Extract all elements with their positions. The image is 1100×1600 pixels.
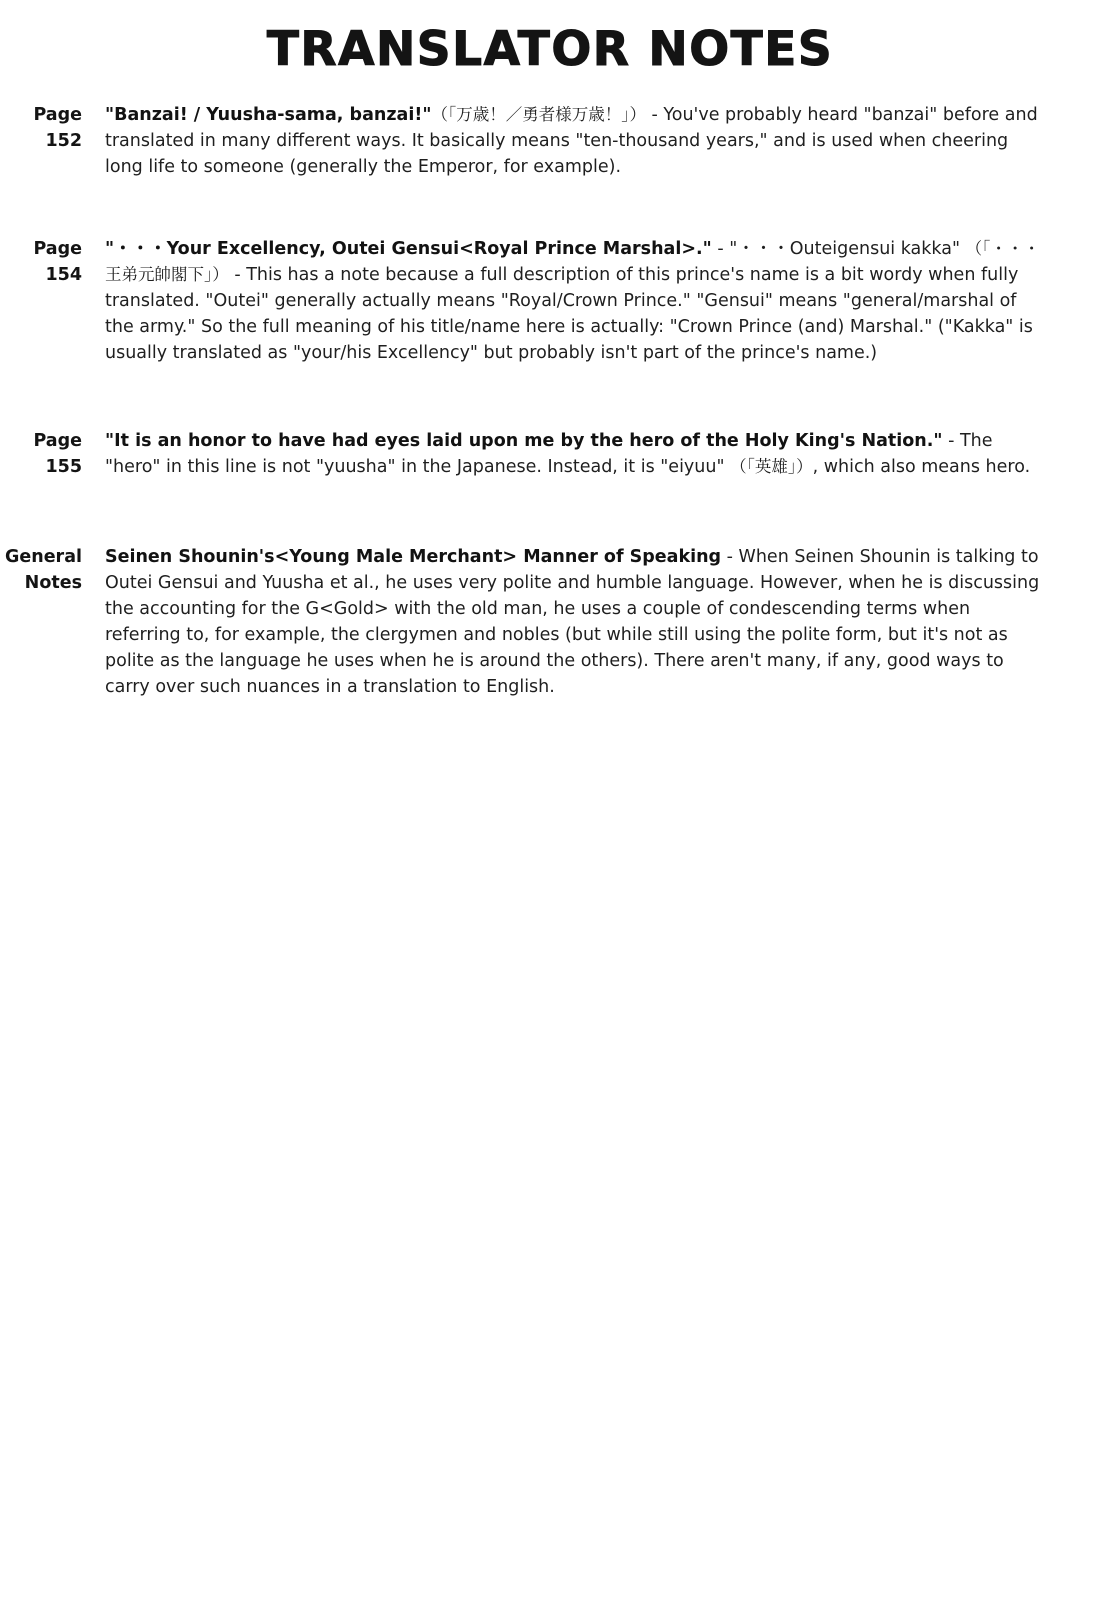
note-japanese: （「英雄」） bbox=[730, 457, 813, 476]
page-title: TRANSLATOR NOTES bbox=[266, 22, 834, 77]
note-entry-general-notes bbox=[0, 544, 1100, 700]
note-heading: "It is an honor to have had eyes laid upon me by the hero of the Holy King's Nation." bbox=[105, 431, 943, 451]
note-heading: "・・・Your Excellency, Outei Gensui<Royal Prince Marshal>." bbox=[105, 239, 712, 259]
note-text-post: , which also means hero. bbox=[812, 457, 1031, 477]
note-text-pre: - The "hero" in this line is not "yuusha" in the Japanese. Instead, it is "eiyuu" bbox=[105, 431, 993, 477]
note-japanese: （「・・・王弟元帥閣下」） bbox=[105, 239, 1040, 284]
note-entry-page-152 bbox=[0, 102, 1100, 180]
note-entry-page-155 bbox=[0, 428, 1100, 480]
note-label-page-152 bbox=[0, 102, 82, 154]
note-heading: "Banzai! / Yuusha-sama, banzai!" bbox=[105, 105, 432, 125]
note-spacer bbox=[0, 480, 1100, 544]
notes-list bbox=[0, 102, 1100, 700]
note-label-line-2: Notes bbox=[24, 573, 82, 593]
note-body-page-152 bbox=[105, 102, 1047, 180]
note-heading: Seinen Shounin's<Young Male Merchant> Manner of Speaking bbox=[105, 547, 722, 567]
note-body-page-154 bbox=[105, 236, 1047, 366]
note-text: - You've probably heard "banzai" before and translated in many different ways. It basically means "ten-thousand years," and is used when cheering long life to someone (generally the Emperor, for example). bbox=[105, 105, 1038, 177]
note-label-page-154 bbox=[0, 236, 82, 288]
note-label-line-2: 154 bbox=[45, 265, 82, 285]
note-body-general-notes bbox=[105, 544, 1047, 700]
note-label-general-notes bbox=[0, 544, 82, 596]
note-romaji: - "・・・Outeigensui kakka" bbox=[711, 239, 966, 259]
note-label-line-1: Page bbox=[33, 105, 82, 125]
note-text: - When Seinen Shounin is talking to Outei Gensui and Yuusha et al., he uses very polite and humble language. However, when he is discussing the accounting for the G<Gold> with the old man, he uses a couple of condescending terms when referring to, for example, the clergymen and nobles (but while still using the polite form, but it's not as polite as the language he uses when he is around the others). There aren't many, if any, good ways to carry over such nuances in a translation to English. bbox=[105, 547, 1040, 697]
note-label-line-1: General bbox=[5, 547, 82, 567]
note-text: - This has a note because a full description of this prince's name is a bit wordy when fully translated. "Outei" generally actually means "Royal/Crown Prince." "Gensui" means "general/marshal of the army." So the full meaning of his title/name here is actually: "Crown Prince (and) Marshal." ("Kakka" is usually translated as "your/his Excellency" but probably isn't part of the prince's name.) bbox=[105, 265, 1033, 363]
note-spacer bbox=[0, 366, 1100, 428]
note-entry-page-154 bbox=[0, 236, 1100, 366]
note-label-line-1: Page bbox=[33, 431, 82, 451]
note-body-page-155 bbox=[105, 428, 1047, 480]
note-label-line-2: 155 bbox=[45, 457, 82, 477]
note-japanese: （「万歳！／勇者様万歳！」） bbox=[431, 105, 646, 124]
note-label-line-2: 152 bbox=[45, 131, 82, 151]
note-label-page-155 bbox=[0, 428, 82, 480]
note-label-line-1: Page bbox=[33, 239, 82, 259]
note-spacer bbox=[0, 180, 1100, 236]
